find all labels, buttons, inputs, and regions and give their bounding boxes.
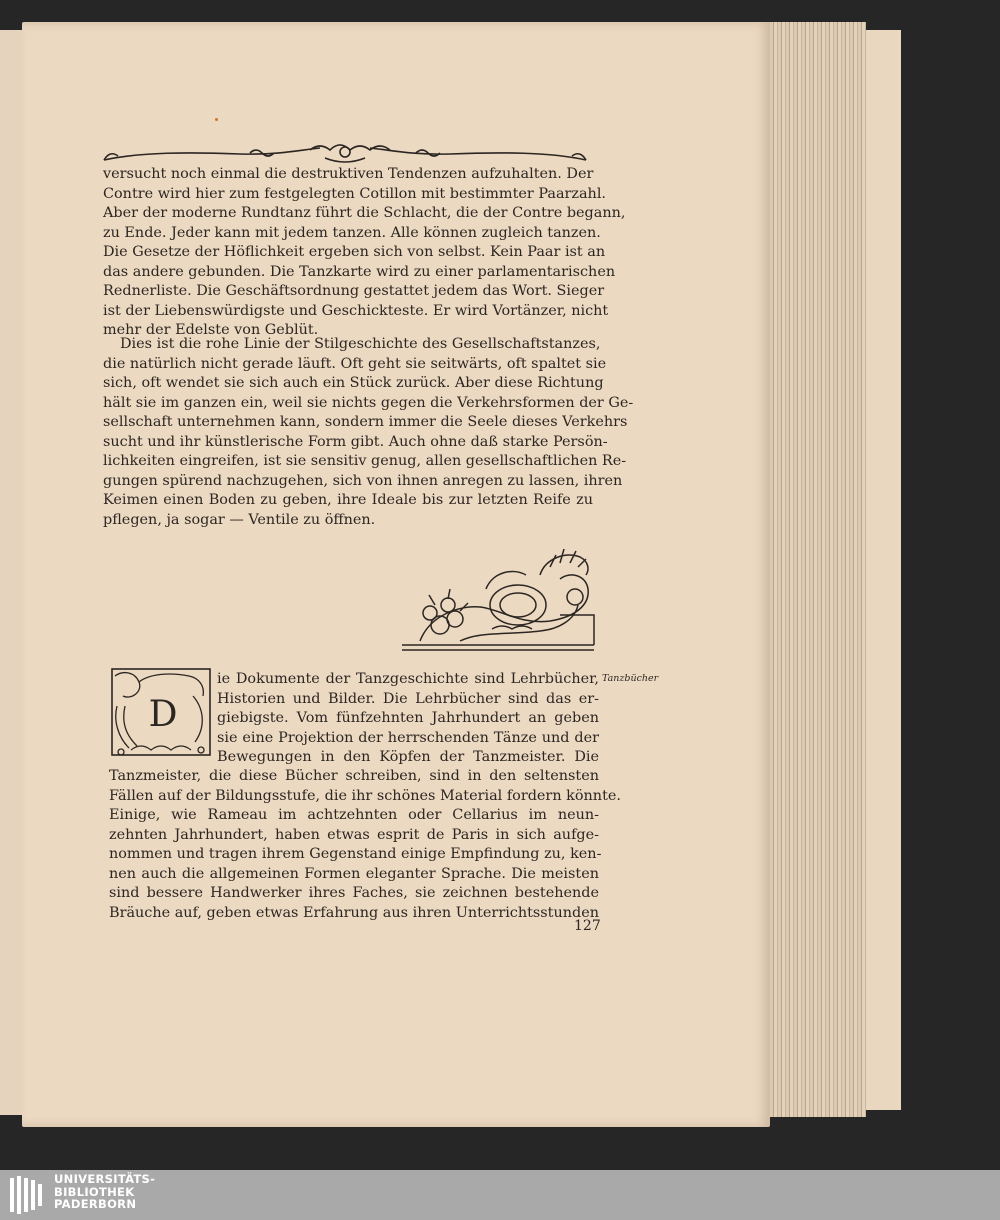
text-line: das andere gebunden. Die Tanzkarte wird zu einer parlamentarischen [103,263,616,280]
text-line: sind bessere Handwerker ihres Faches, sie zeichnen bestehende [109,885,599,901]
text-line: zu Ende. Jeder kann mit jedem tanzen. Alle können zugleich tanzen. [103,224,601,241]
text-line: Einige, wie Rameau im achtzehnten oder Cellarius im neun- [109,807,599,823]
text-line: Bräuche auf, geben etwas Erfahrung aus ihren Unterrichtsstunden [109,904,599,921]
library-logo-icon [8,1174,48,1216]
text-line: gungen spürend nachzugehen, sich von ihnen anregen zu lassen, ihren [103,472,623,489]
library-name-line: BIBLIOTHEK [54,1184,135,1199]
ornamental-initial [109,666,213,758]
text-line: Historien und Bilder. Die Lehrbücher sind das er- [217,690,599,707]
text-line: sie eine Projektion der herrschenden Tänze und der [217,729,599,746]
margin-note: Tanzbücher [602,673,659,684]
text-line: sucht und ihr künstlerische Form gibt. Auch ohne daß starke Persön- [103,433,608,450]
text-line: Keimen einen Boden zu geben, ihre Ideale bis zur letzten Reife zu [103,492,593,508]
text-line: hält sie im ganzen ein, weil sie nichts gegen die Verkehrsformen der Ge- [103,394,634,411]
text-line: sellschaft unternehmen kann, sondern immer die Seele dieses Verkehrs [103,414,628,430]
text-line: die natürlich nicht gerade läuft. Oft geht sie seitwärts, oft spaltet sie [103,355,607,372]
library-name [54,1173,155,1211]
paragraph-1 [103,165,626,341]
text-line: lichkeiten eingreifen, ist sie sensitiv genug, allen gesellschaftlichen Re- [103,453,627,469]
text-line: sich, oft wendet sie sich auch ein Stück zurück. Aber diese Richtung [103,375,604,391]
text-line: mehr der Edelste von Geblüt. [103,322,319,338]
text-line: Die Gesetze der Höflichkeit ergeben sich von selbst. Kein Paar ist an [103,244,606,260]
paragraph-3-head [217,670,599,768]
paper-spot [215,118,218,121]
text-line: Dies ist die rohe Linie der Stilgeschichte des Gesellschaftstanzes, [120,336,601,352]
header-ornament [100,140,590,166]
library-name-line: PADERBORN [54,1197,137,1211]
paragraph-3-body [109,767,621,923]
cornucopia-vignette [400,545,596,655]
text-line: Contre wird hier zum festgelegten Cotillon mit bestimmter Paarzahl. [103,185,607,202]
text-line: Tanzmeister, die diese Bücher schreiben, sind in den seltensten [109,768,599,784]
text-line: Aber der moderne Rundtanz führt die Schlacht, die der Contre begann, [103,205,626,221]
text-line: ie Dokumente der Tanzgeschichte sind Lehrbücher, [217,671,599,687]
text-line: versucht noch einmal die destruktiven Tendenzen aufzuhalten. Der [103,166,594,182]
text-line: giebigste. Vom fünfzehnten Jahrhundert an geben [217,710,599,726]
page-edges [766,22,866,1117]
text-line: pflegen, ja sogar — Ventile zu öffnen. [103,511,376,528]
text-line: Rednerliste. Die Geschäftsordnung gestattet jedem das Wort. Sieger [103,283,605,299]
text-line: nen auch die allgemeinen Formen eleganter Sprache. Die meisten [109,865,599,882]
text-line: Bewegungen in den Köpfen der Tanzmeister. Die [217,749,599,765]
text-line: ist der Liebenswürdigste und Geschickteste. Er wird Vortänzer, nicht [103,302,609,319]
text-line: zehnten Jahrhundert, haben etwas esprit de Paris in sich aufge- [109,826,599,843]
dropcap-letter: D [148,694,178,735]
text-line: Fällen auf der Bildungsstufe, die ihr schönes Material fordern könnte. [109,787,621,804]
paragraph-2 [103,335,634,530]
book-back-cover [860,30,901,1110]
page-number: 127 [574,918,601,934]
text-line: nommen und tragen ihrem Gegenstand einige Empfindung zu, ken- [109,846,602,862]
library-name-line: UNIVERSITÄTS- [54,1172,156,1186]
